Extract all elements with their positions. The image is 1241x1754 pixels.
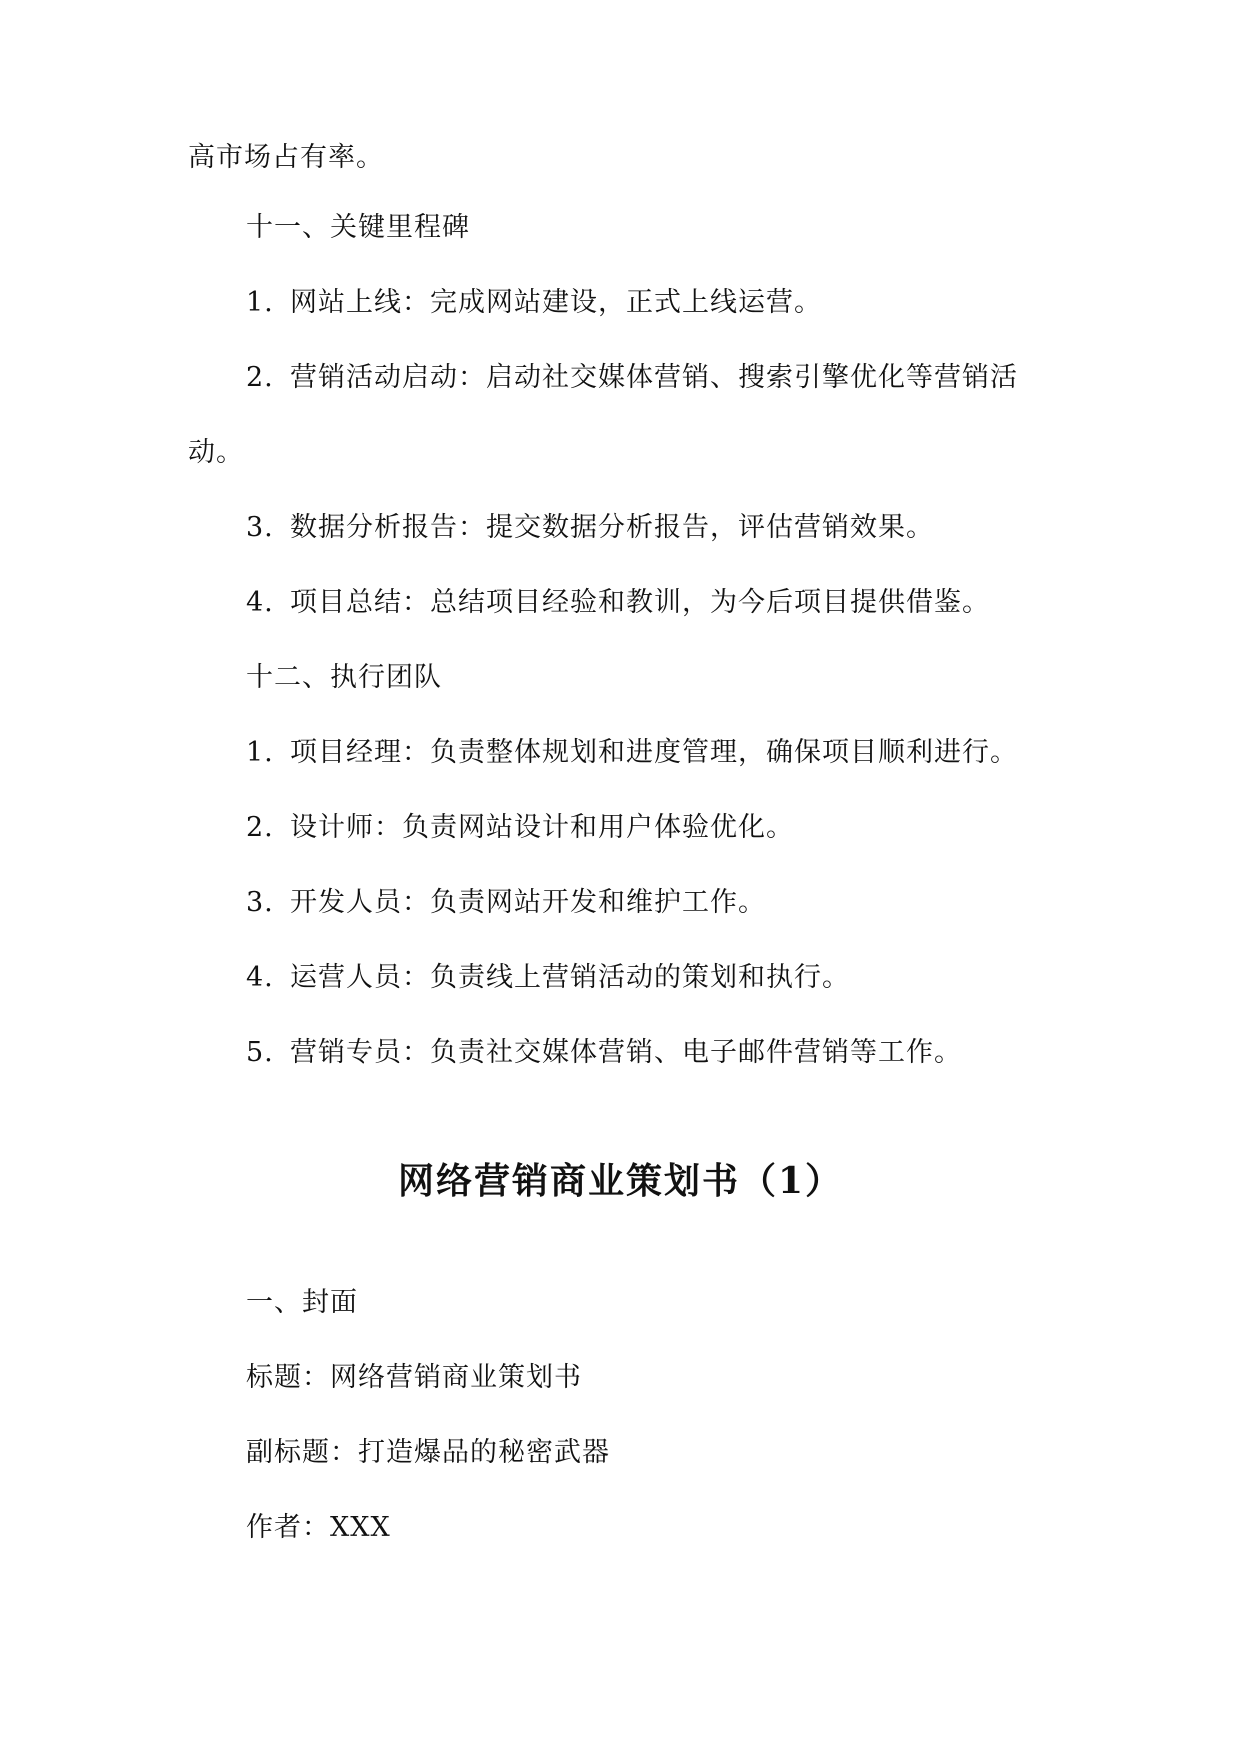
list-item <box>246 883 766 923</box>
list-item-text: 营销活动启动：启动社交媒体营销、搜索引擎优化等营销活 <box>290 362 1018 393</box>
list-item <box>246 808 794 848</box>
list-item-continuation: 动。 <box>188 437 244 468</box>
list-item <box>246 1033 962 1073</box>
section-heading-team: 十二、执行团队 <box>246 662 442 693</box>
list-item-number: 4. <box>246 587 274 618</box>
list-item-number: 1. <box>246 737 274 768</box>
list-item-number: 1. <box>246 287 274 318</box>
list-item-text: 网站上线：完成网站建设，正式上线运营。 <box>290 287 822 318</box>
list-item-text: 营销专员：负责社交媒体营销、电子邮件营销等工作。 <box>290 1037 962 1068</box>
continuation-text: 高市场占有率。 <box>188 142 384 173</box>
list-item-text: 运营人员：负责线上营销活动的策划和执行。 <box>290 962 850 993</box>
cover-author-line: 作者：XXX <box>246 1512 391 1543</box>
list-item-text: 数据分析报告：提交数据分析报告，评估营销效果。 <box>290 512 934 543</box>
list-item <box>246 283 822 323</box>
list-item-text: 项目总结：总结项目经验和教训，为今后项目提供借鉴。 <box>290 587 990 618</box>
list-item-number: 4. <box>246 962 274 993</box>
list-item-number: 3. <box>246 512 274 543</box>
list-item <box>246 733 1018 773</box>
list-item <box>246 508 934 548</box>
list-item-number: 2. <box>246 362 274 393</box>
list-item <box>246 358 1018 398</box>
section-heading-milestones: 十一、关键里程碑 <box>246 212 470 243</box>
list-item-text: 项目经理：负责整体规划和进度管理，确保项目顺利进行。 <box>290 737 1018 768</box>
list-item-number: 5. <box>246 1037 274 1068</box>
list-item-text: 开发人员：负责网站开发和维护工作。 <box>290 887 766 918</box>
document-title: 网络营销商业策划书（1） <box>397 1160 844 1202</box>
cover-subtitle-line: 副标题：打造爆品的秘密武器 <box>246 1437 610 1468</box>
list-item <box>246 958 850 998</box>
cover-title-line: 标题：网络营销商业策划书 <box>246 1362 582 1393</box>
list-item-number: 2. <box>246 812 274 843</box>
list-item-number: 3. <box>246 887 274 918</box>
list-item <box>246 583 990 623</box>
section-heading-cover: 一、封面 <box>246 1287 358 1318</box>
list-item-text: 设计师：负责网站设计和用户体验优化。 <box>290 812 794 843</box>
